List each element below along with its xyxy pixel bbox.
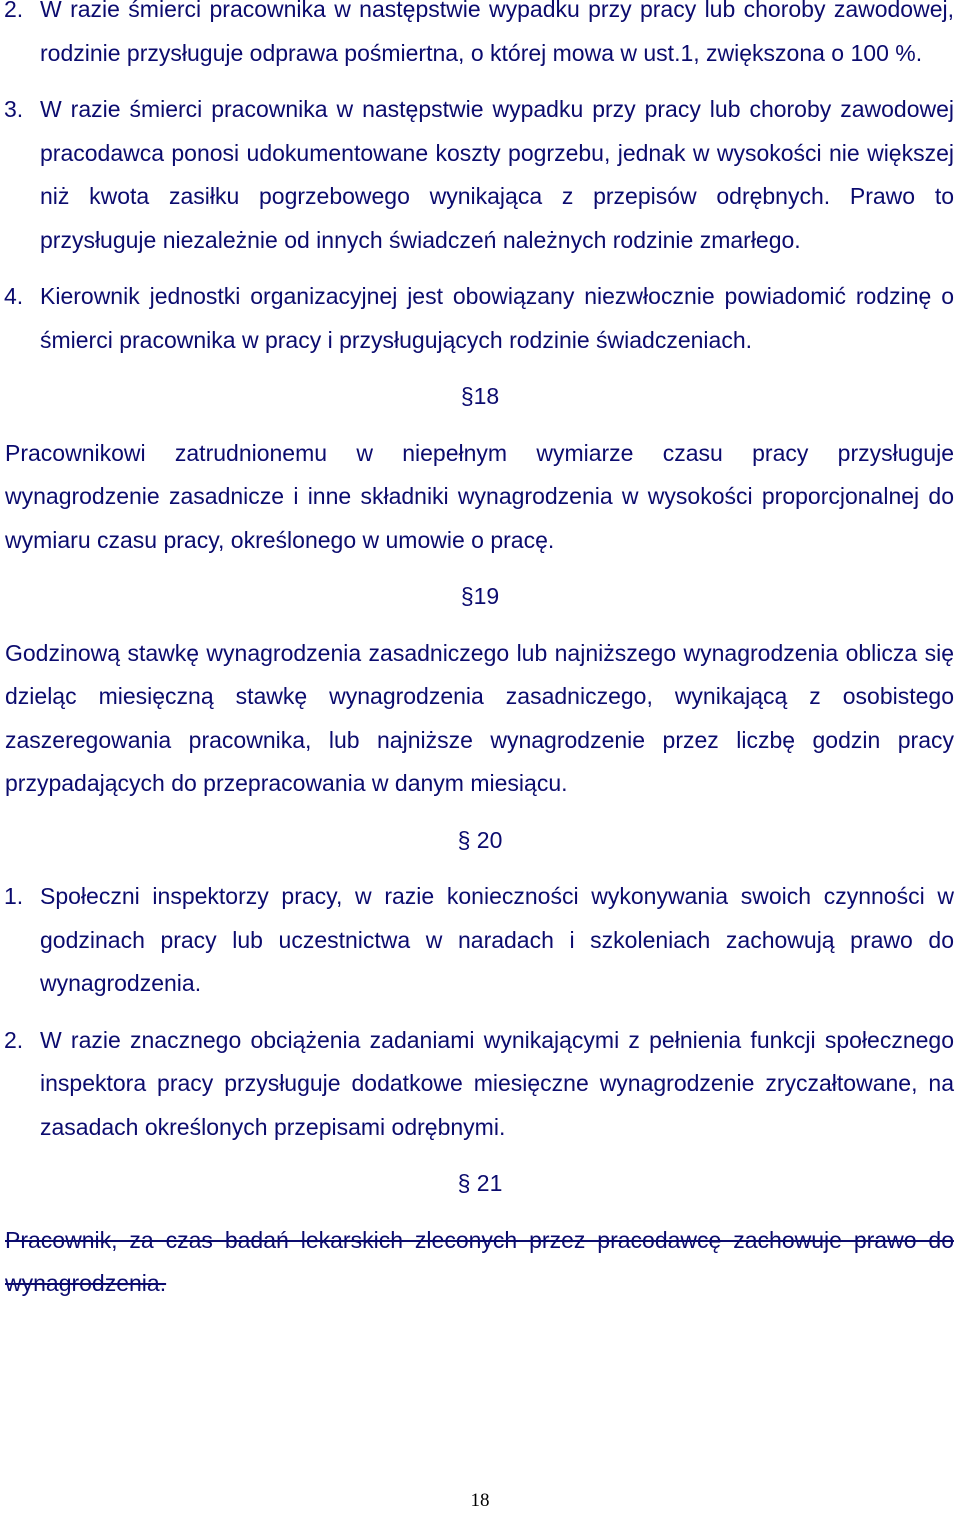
section-19-heading: §19 <box>460 583 500 609</box>
section-20-item-2 <box>0 1019 960 1150</box>
item-number: 1. <box>4 883 24 909</box>
item-text: W razie śmierci pracownika w następstwie wypadku przy pracy lub choroby zawodowej, rodzinie przysługuje odprawa pośmiertna, o której mowa w ust.1, zwiększona o 100 %. <box>40 0 954 66</box>
section-21-struck-text: Pracownik, za czas badań lekarskich zleconych przez pracodawcę zachowuje prawo do wynagrodzenia. <box>5 1226 954 1296</box>
item-text: W razie śmierci pracownika w następstwie wypadku przy pracy lub choroby zawodowej pracodawca ponosi udokumentowane koszty pogrzebu, jednak w wysokości nie większej niż kwota zasiłku pogrzebowego wynikająca z przepisów odrębnych. Prawo to przysługuje niezależnie od innych świadczeń należnych rodzinie zmarłego. <box>40 96 954 253</box>
paragraph-17-item-4 <box>0 275 960 362</box>
section-20-item-1 <box>0 875 960 1006</box>
item-number: 2. <box>4 0 24 22</box>
section-20-heading: § 20 <box>457 826 503 853</box>
item-text: Społeczni inspektorzy pracy, w razie konieczności wykonywania swoich czynności w godzinach pracy lub uczestnictwa w naradach i szkoleniach zachowują prawo do wynagrodzenia. <box>40 883 954 996</box>
section-19-text: Godzinową stawkę wynagrodzenia zasadniczego lub najniższego wynagrodzenia oblicza się dzieląc miesięczną stawkę wynagrodzenia zasadniczego, wynikającą z osobistego zaszeregowania pracownika, lub najniższe wynagrodzenie przez liczbę godzin pracy przypadających do przepracowania w danym miesiącu. <box>5 639 954 796</box>
item-text: W razie znacznego obciążenia zadaniami wynikającymi z pełnienia funkcji społecznego inspektora pracy przysługuje dodatkowe miesięczne wynagrodzenie zryczałtowane, na zasadach określonych przepisami odrębnymi. <box>40 1026 954 1140</box>
section-18-text: Pracownikowi zatrudnionemu w niepełnym wymiarze czasu pracy przysługuje wynagrodzenie zasadnicze i inne składniki wynagrodzenia w wysokości proporcjonalnej do wymiaru czasu pracy, określonego w umowie o pracę. <box>5 439 954 553</box>
section-21-heading: § 21 <box>457 1170 503 1196</box>
item-number: 4. <box>4 283 24 309</box>
item-number: 3. <box>4 96 24 122</box>
item-number: 2. <box>4 1026 24 1053</box>
paragraph-17-item-3 <box>0 88 960 262</box>
page-number: 18 <box>470 1490 490 1511</box>
item-text: Kierownik jednostki organizacyjnej jest obowiązany niezwłocznie powiadomić rodzinę o śmierci pracownika w pracy i przysługujących rodzinie świadczeniach. <box>40 283 954 353</box>
paragraph-17-item-2 <box>0 0 960 75</box>
section-18-heading: §18 <box>460 383 500 409</box>
